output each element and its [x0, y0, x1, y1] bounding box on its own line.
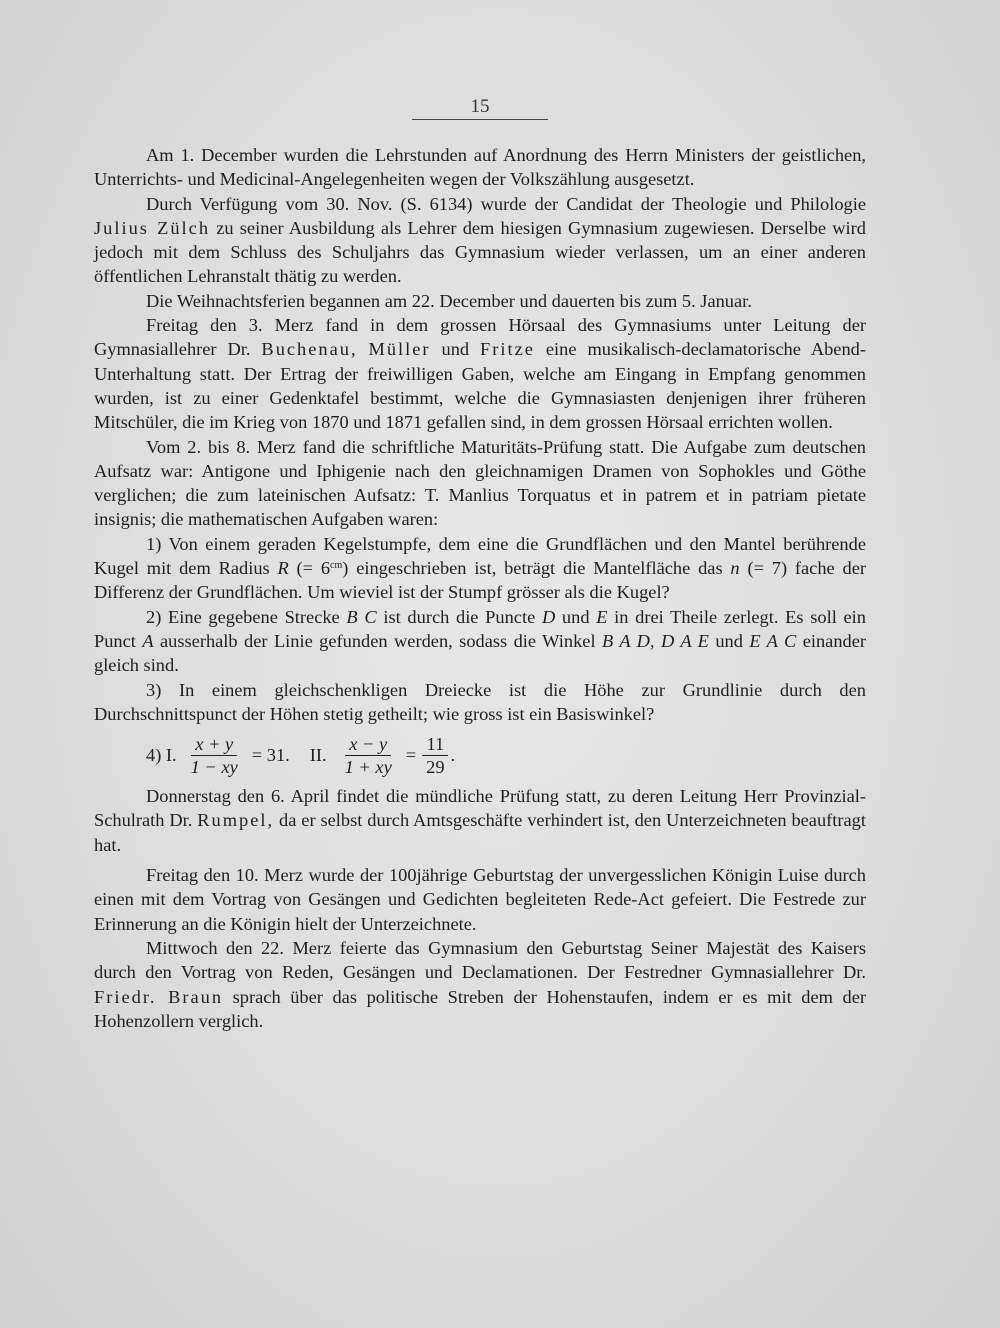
numerator: x − y	[345, 734, 391, 756]
person-name: Rumpel,	[197, 810, 275, 831]
equation-rhs: = 31.	[251, 744, 290, 765]
task-1: 1) Von einem geraden Kegelstumpfe, dem eine die Grundflächen und den Mantel berührende Kugel mit dem Radius R (= $6^{cm}$) eingeschrieben ist, beträgt die Mantelfläche das n (= 7) fache der Differenz der Grundflächen. Um wieviel ist der Stumpf grösser als die Kugel?	[94, 533, 866, 603]
fraction	[187, 734, 242, 777]
equation-end: .	[450, 744, 456, 765]
page-number: 15	[412, 96, 548, 120]
denominator: 1 − xy	[190, 756, 238, 777]
unit-superscript: cm	[330, 560, 343, 572]
paragraph-kaiser-geburtstag: Mittwoch den 22. Merz feierte das Gymnasium den Geburtstag Seiner Majestät des Kaisers durch den Vortrag von Reden, Gesängen und Declamationen. Der Festredner Gymnasiallehrer Dr. Friedr. Braun sprach über das politische Streben der Hohenstaufen, indem er es mit dem der Hohenzollern verglich.	[94, 937, 866, 1031]
paragraph-candidat: Durch Verfügung vom 30. Nov. (S. 6134) wurde der Candidat der Theologie und Philologie Julius Zülch zu seiner Ausbildung als Lehrer dem hiesigen Gymnasium zugewiesen. Derselbe wird jedoch mit dem Schluss des Schuljahrs das Gymnasium wieder verlassen, um an einer anderen öffentlichen Lehranstalt thätig zu werden.	[94, 193, 866, 287]
person-name: Müller	[368, 339, 431, 360]
person-name: Buchenau,	[261, 339, 358, 360]
task-4-equation	[94, 726, 866, 784]
equals-sign: =	[405, 744, 417, 765]
paragraph-maturitaets-pruefung: Vom 2. bis 8. Merz fand die schriftliche Maturitäts-Prüfung statt. Die Aufgabe zum deutschen Aufsatz war: Antigone und Iphigenie nach den gleichnamigen Dramen von Sophokles und Göthe verglichen; die zum lateinischen Aufsatz: T. Manlius Torquatus et in patrem et in patriam pietate insignis; die mathematischen Aufgaben waren:	[94, 436, 866, 530]
equation-label: II.	[309, 744, 327, 765]
paragraph-weihnachtsferien: Die Weihnachtsferien begannen am 22. December und dauerten bis zum 5. Januar.	[146, 290, 752, 311]
task-2: 2) Eine gegebene Strecke B C ist durch die Puncte D und E in drei Theile zerlegt. Es soll ein Punct A ausserhalb der Linie gefunden werden, sodass die Winkel B A D, D A E und E A C einander gleich sind.	[94, 606, 866, 676]
paragraph-koenigin-luise: Freitag den 10. Merz wurde der 100jährige Geburtstag der unvergesslichen Königin Luise durch einen mit dem Vortrag von Gesängen und Gedichten begleiteten Rede-Act gefeiert. Die Festrede zur Erinnerung an die Königin hielt der Unterzeichnete.	[94, 865, 866, 934]
numerator: x + y	[191, 734, 237, 756]
person-name: Julius Zülch	[94, 217, 211, 238]
equation-label: 4) I.	[146, 744, 177, 765]
task-3: 3) In einem gleichschenkligen Dreiecke ist die Höhe zur Grundlinie durch den Durchschnittspunct der Höhen stetig getheilt; wie gross ist ein Basiswinkel?	[94, 679, 866, 724]
paragraph-abend-unterhaltung: Freitag den 3. Merz fand in dem grossen Hörsaal des Gymnasiums unter Leitung der Gymnasiallehrer Dr. Buchenau, Müller und Fritze eine musikalisch-declamatorische Abend-Unterhaltung statt. Der Ertrag der freiwilligen Gaben, welche am Eingang in Empfang genommen wurden, ist zu einer Gedenktafel bestimmt, welche die Gymnasiasten denjenigen ihrer früheren Mitschüler, die im Krieg von 1870 und 1871 gefallen sind, in dem grossen Hörsaal errichten wollen.	[94, 315, 866, 433]
person-name: Friedr. Braun	[94, 986, 224, 1007]
person-name: Fritze	[480, 339, 535, 360]
fraction	[422, 734, 448, 777]
numerator: 11	[422, 734, 448, 756]
denominator: 29	[426, 756, 445, 777]
paragraph-volkszaehlung: Am 1. December wurden die Lehrstunden auf Anordnung des Herrn Ministers der geistlichen, Unterrichts- und Medicinal-Angelegenheiten wegen der Volkszählung ausgesetzt.	[94, 145, 866, 190]
paragraph-muendliche-pruefung: Donnerstag den 6. April findet die mündliche Prüfung statt, zu deren Leitung Herr Provinzial-Schulrath Dr. Rumpel, da er selbst durch Amtsgeschäfte verhindert ist, den Unterzeichneten beauftragt hat.	[94, 786, 866, 855]
body-text	[94, 143, 866, 1033]
denominator: 1 + xy	[344, 756, 392, 777]
fraction	[341, 734, 396, 777]
